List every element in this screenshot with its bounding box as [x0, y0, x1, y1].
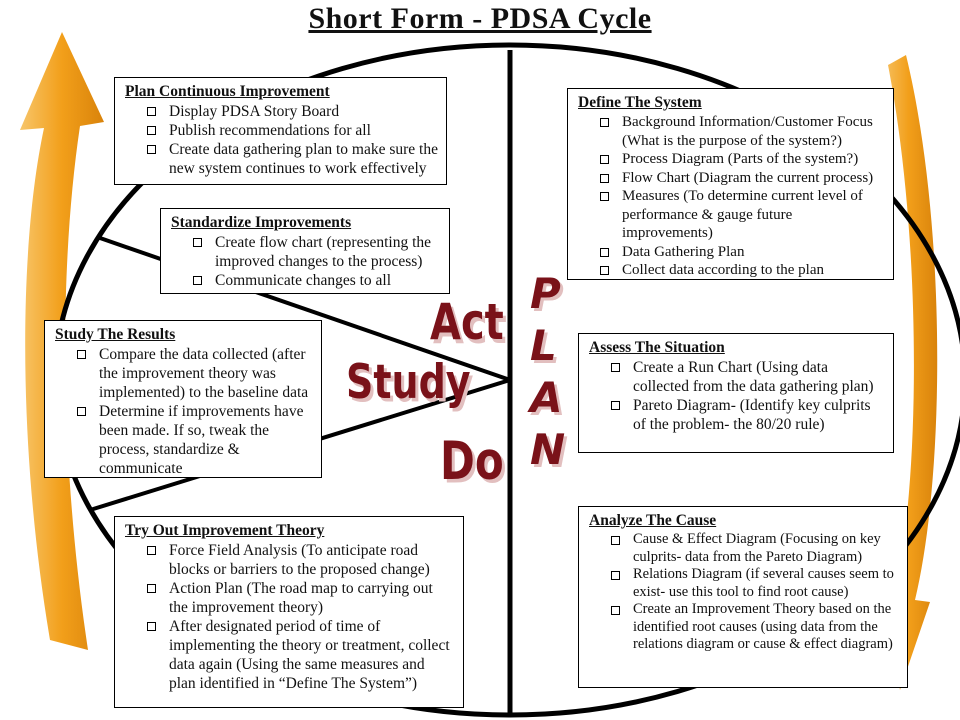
- list-item: Communicate changes to all: [171, 271, 441, 290]
- plan-letter-a: A: [530, 373, 563, 422]
- assess-the-situation-box: [578, 333, 894, 453]
- list-item: Relations Diagram (if several causes seem to exist- use this tool to find root cause): [589, 566, 899, 601]
- box-title: Plan Continuous Improvement: [125, 83, 330, 100]
- list-item: Process Diagram (Parts of the system?): [578, 150, 885, 169]
- study-label: Study: [346, 354, 471, 409]
- box-title: Assess The Situation: [589, 339, 725, 356]
- list-item: Display PDSA Story Board: [125, 102, 438, 121]
- list-item: Pareto Diagram- (Identify key culprits of the problem- the 80/20 rule): [589, 396, 885, 434]
- list-item: Collect data according to the plan: [578, 261, 885, 280]
- list-item: Determine if improvements have been made. If so, tweak the process, standardize & communicate: [55, 402, 313, 478]
- page-title: Short Form - PDSA Cycle: [308, 2, 652, 35]
- list-item: Compare the data collected (after the improvement theory was implemented) to the baseline data: [55, 345, 313, 402]
- list-item: Force Field Analysis (To anticipate road blocks or barriers to the proposed change): [125, 541, 455, 579]
- plan-letter-l: L: [530, 321, 557, 370]
- list-item: After designated period of time of implementing the theory or treatment, collect data again (Using the same measures and plan identified in “Define The System”): [125, 617, 455, 693]
- do-label: Do: [440, 430, 504, 492]
- standardize-improvements-box: [160, 208, 450, 294]
- plan-continuous-improvement-box: [114, 77, 447, 185]
- list-item: Publish recommendations for all: [125, 121, 438, 140]
- box-title: Standardize Improvements: [171, 214, 352, 231]
- try-out-improvement-theory-box: [114, 516, 464, 708]
- study-the-results-box: [44, 320, 322, 478]
- list-item: Data Gathering Plan: [578, 243, 885, 262]
- list-item: Measures (To determine current level of performance & gauge future improvements): [578, 187, 885, 243]
- act-label: Act: [430, 294, 504, 352]
- list-item: Action Plan (The road map to carrying out the improvement theory): [125, 579, 455, 617]
- list-item: Flow Chart (Diagram the current process): [578, 169, 885, 188]
- box-title: Define The System: [578, 94, 702, 111]
- list-item: Create an Improvement Theory based on the identified root causes (using data from the relations diagram or cause & effect diagram): [589, 601, 899, 654]
- define-the-system-box: [567, 88, 894, 280]
- analyze-the-cause-box: [578, 506, 908, 688]
- list-item: Create a Run Chart (Using data collected from the data gathering plan): [589, 358, 885, 396]
- plan-letter-p: P: [530, 269, 561, 318]
- box-title: Analyze The Cause: [589, 512, 717, 529]
- box-title: Try Out Improvement Theory: [125, 522, 325, 539]
- plan-letter-n: N: [530, 425, 566, 474]
- list-item: Create data gathering plan to make sure the new system continues to work effectively: [125, 140, 438, 178]
- box-title: Study The Results: [55, 326, 176, 343]
- list-item: Background Information/Customer Focus (What is the purpose of the system?): [578, 113, 885, 150]
- list-item: Cause & Effect Diagram (Focusing on key culprits- data from the Pareto Diagram): [589, 531, 899, 566]
- list-item: Create flow chart (representing the improved changes to the process): [171, 233, 441, 271]
